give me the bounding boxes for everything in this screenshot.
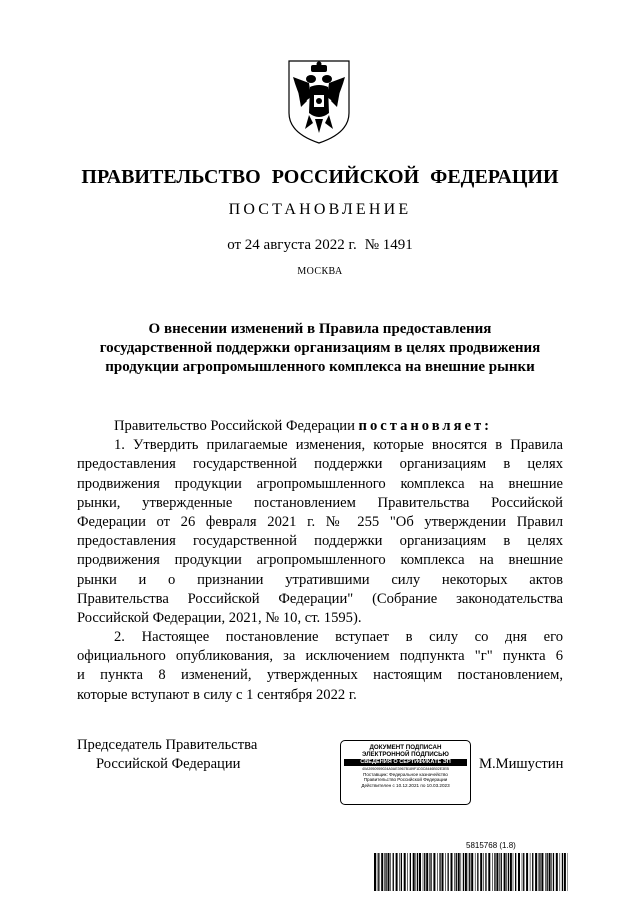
document-body [77, 417, 563, 705]
document-city: МОСКВА [297, 266, 343, 277]
body-line: и пункта 8 изменений, утвержденных настоящим постановлением, [77, 667, 563, 684]
document-type: ПОСТАНОВЛЕНИЕ [228, 201, 412, 218]
signer-name: М.Мишустин [479, 756, 564, 772]
body-line: официального опубликования, за исключением подпункта "г" пункта 6 [77, 648, 563, 665]
signer-position-line1: Председатель Правительства [77, 737, 258, 753]
body-line: которые вступают в силу с 1 сентября 2022 г. [77, 686, 357, 703]
body-line: предоставления государственной поддержки организациям в целях [77, 456, 563, 473]
body-line: Федерации от 26 февраля 2021 г. № 255 "Об утверждении Правил [77, 513, 563, 530]
document-date-line [40, 237, 600, 254]
document-subject [60, 320, 580, 377]
body-line: продвижения продукции агропромышленного комплекса на внешние [77, 475, 563, 492]
document-date: от 24 августа 2022 г. [227, 237, 357, 253]
body-line: 1. Утвердить прилагаемые изменения, которые вносятся в Правила [114, 437, 563, 454]
body-line: рынки и о признании утратившими силу некоторых актов [77, 571, 563, 588]
stamp-line2: ЭЛЕКТРОННОЙ ПОДПИСЬЮ [362, 751, 449, 758]
stamp-validity: Действителен с 10.12.2021 по 10.03.2023 [361, 782, 450, 788]
body-line: Правительства Российской Федерации" (Собрание законодательства [77, 590, 563, 607]
signer-position [77, 736, 257, 774]
document-number: № 1491 [364, 237, 413, 253]
signer-position-line2: Российской Федерации [96, 756, 241, 772]
stamp-serial: 40A3950959024A0AE3967B189F1D3C8446B02E3EB [362, 767, 449, 771]
stamp-owner1: Поставщик: Федеральное казначейство [363, 772, 448, 777]
stamp-owner2: Правительство Российской Федерации [363, 777, 448, 783]
barcode-number: 5815768 (1.8) [466, 841, 516, 850]
barcode [374, 853, 568, 891]
subject-line: государственной поддержки организациям в целях продвижения [99, 340, 541, 356]
electronic-signature-stamp [340, 740, 471, 805]
subject-line: продукции агропромышленного комплекса на внешние рынки [105, 359, 535, 375]
government-title: ПРАВИТЕЛЬСТВО РОССИЙСКОЙ ФЕДЕРАЦИИ [81, 166, 559, 188]
body-line: продвижения продукции агропромышленного комплекса на внешние [77, 552, 563, 569]
body-line: 2. Настоящее постановление вступает в силу со дня его [114, 629, 563, 646]
body-line: рынки, утвержденные постановлением Правительства Российской [77, 494, 563, 511]
coat-of-arms-emblem [283, 57, 355, 147]
body-line: предоставления государственной поддержки организациям в целях [77, 533, 563, 550]
stamp-banner: СВЕДЕНИЯ О СЕРТИФИКАТЕ ЭП [344, 759, 467, 766]
preamble-emphasis: постановляет: [358, 418, 492, 434]
preamble [77, 417, 563, 436]
preamble-text: Правительство Российской Федерации [114, 418, 359, 434]
subject-line: О внесении изменений в Правила предоставления [148, 321, 492, 337]
body-line: Российской Федерации, 2021, № 10, ст. 1595). [77, 609, 362, 626]
stamp-line1: ДОКУМЕНТ ПОДПИСАН [369, 744, 442, 751]
